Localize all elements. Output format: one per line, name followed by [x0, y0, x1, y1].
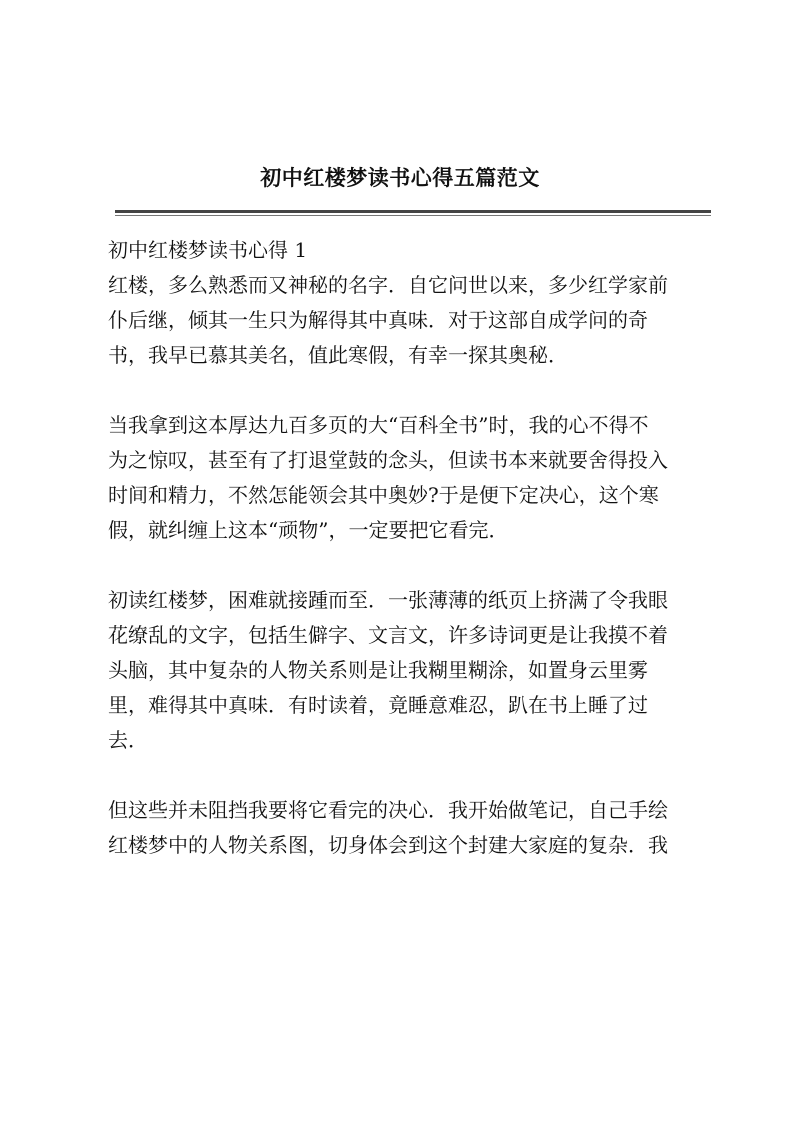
- paragraph-line: 假，就纠缠上这本“顽物”，一定要把它看完．: [108, 518, 509, 542]
- paragraph-4: [108, 793, 712, 863]
- title-divider-thin: [115, 215, 711, 216]
- paragraph-line: 红楼，多么熟悉而又神秘的名字．自它问世以来，多少红学家前: [108, 273, 668, 297]
- paragraph-2: [108, 408, 712, 548]
- section-heading: 初中红楼梦读书心得 1: [108, 238, 308, 262]
- title-divider-thick: [115, 210, 711, 213]
- paragraph-line: 里，难得其中真味．有时读着，竟睡意难忍，趴在书上睡了过: [108, 693, 648, 717]
- document-body: [108, 233, 712, 898]
- paragraph-3: [108, 583, 712, 758]
- paragraph-line: 为之惊叹，甚至有了打退堂鼓的念头，但读书本来就要舍得投入: [108, 448, 668, 472]
- paragraph-line: 时间和精力，不然怎能领会其中奥妙?于是便下定决心，这个寒: [108, 483, 659, 507]
- paragraph-line: 初读红楼梦，困难就接踵而至．一张薄薄的纸页上挤满了令我眼: [108, 588, 668, 612]
- paragraph-line: 去．: [108, 728, 148, 752]
- paragraph-line: 花缭乱的文字，包括生僻字、文言文，许多诗词更是让我摸不着: [108, 623, 668, 647]
- paragraph-line: 红楼梦中的人物关系图，切身体会到这个封建大家庭的复杂．我: [108, 833, 668, 857]
- paragraph-line: 头脑，其中复杂的人物关系则是让我糊里糊涂，如置身云里雾: [108, 658, 648, 682]
- paragraph-line: 仆后继，倾其一生只为解得其中真味．对于这部自成学问的奇: [108, 308, 648, 332]
- paragraph-1: [108, 268, 712, 373]
- document-title: 初中红楼梦读书心得五篇范文: [260, 165, 540, 190]
- paragraph-line: 当我拿到这本厚达九百多页的大“百科全书”时，我的心不得不: [108, 413, 649, 437]
- paragraph-line: 书，我早已慕其美名，值此寒假，有幸一探其奥秘．: [108, 343, 568, 367]
- paragraph-line: 但这些并未阻挡我要将它看完的决心．我开始做笔记，自己手绘: [108, 798, 668, 822]
